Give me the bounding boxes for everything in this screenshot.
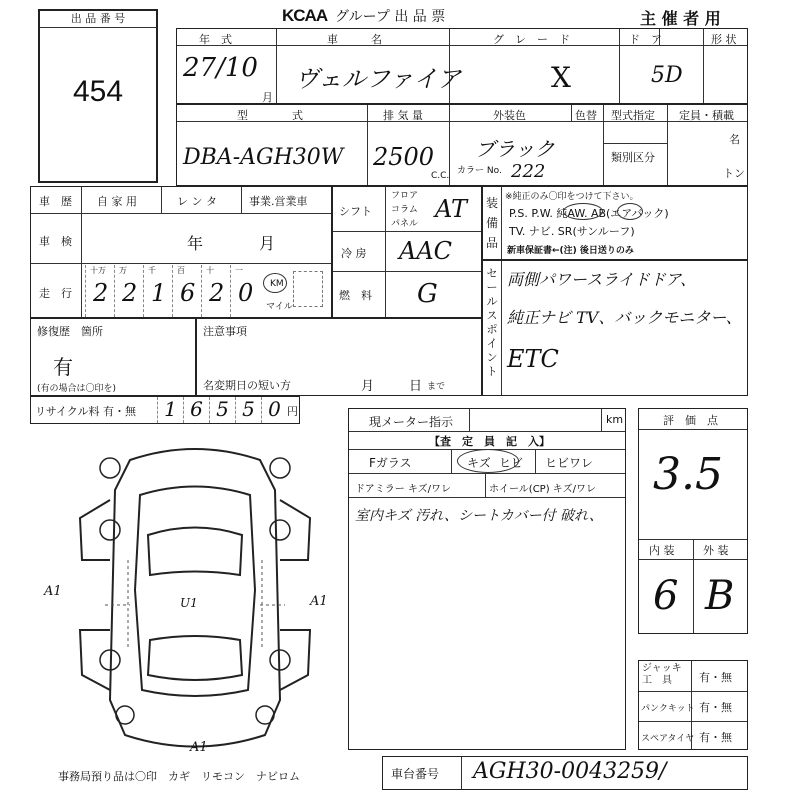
recycle-digit: 6 <box>183 397 209 423</box>
mileage-digit-cell <box>143 265 172 317</box>
shaken-year-unit: 年 <box>187 234 204 253</box>
form-title: グループ 出 品 票 <box>335 9 446 25</box>
inspection-block <box>348 408 626 750</box>
equipment-line-1: P.S. P.W. 純AW. AB(エアバック) <box>509 207 669 220</box>
shift-value: AT <box>435 195 468 223</box>
sales-point-label: セ ー ル ス ポ イ ン ト <box>486 267 498 378</box>
inspector-label: 【査 定 員 記 入】 <box>429 435 550 448</box>
deadline-label: 名変期日の短い方 <box>203 379 291 392</box>
damage-mark-left: A1 <box>44 584 62 599</box>
recycle-digit: 0 <box>261 397 287 423</box>
color-number-label: カラー No. <box>457 166 502 176</box>
shaken-label: 車 検 <box>39 235 72 248</box>
history-commercial[interactable]: 事業.営業車 <box>249 195 308 208</box>
mileage-digit-cell <box>230 265 259 317</box>
equipment-label: 装 備 品 <box>485 196 498 250</box>
meter-unit: km <box>606 413 624 426</box>
recycle-digit: 5 <box>235 397 261 423</box>
mileage-unit-label: 百 <box>177 266 185 275</box>
repair-block <box>30 318 196 396</box>
history-rental[interactable]: レ ン タ <box>177 195 217 208</box>
sales-line-1: 両側パワースライドドア、 <box>507 270 696 289</box>
mileage-digit: 0 <box>238 279 254 307</box>
repair-label: 修復歴 箇所 <box>37 325 103 338</box>
km-label: KM <box>270 279 284 289</box>
mileage-unit-label: 一 <box>235 266 243 275</box>
shaken-month-unit: 月 <box>259 234 276 253</box>
name-label: 車 名 <box>327 33 382 46</box>
lot-number-box <box>38 9 158 183</box>
glass-crack-circle <box>457 449 519 473</box>
wheel-label: ホイール(CP) キズ/ワレ <box>489 484 596 495</box>
notes-label: 注意事項 <box>203 325 247 338</box>
displacement-value: 2500 <box>373 143 435 171</box>
exterior-value: B <box>705 573 735 619</box>
host-use-label: 主 催 者 用 <box>640 9 721 28</box>
spare-yesno: 有・無 <box>699 731 732 744</box>
sales-line-3: ETC <box>507 345 559 373</box>
sales-line-2: 純正ナビ TV、バックモニター、 <box>507 308 742 327</box>
door-label: ド ア <box>629 33 662 46</box>
vehicle-row-2 <box>176 104 748 186</box>
recycle-label: リサイクル料 有・無 <box>35 405 136 418</box>
mileage-digit: 1 <box>151 279 167 307</box>
jack-yesno: 有・無 <box>699 671 732 684</box>
capacity-label: 定員・積載 <box>679 109 734 122</box>
mileage-digit: 2 <box>209 279 225 307</box>
glass-option-crack: ヒビ <box>499 456 524 470</box>
equipment-note: ※純正のみ〇印をつけて下さい。 <box>505 192 639 202</box>
score-value: 3.5 <box>653 449 723 500</box>
fuel-value: G <box>417 279 438 309</box>
fuel-label: 燃 料 <box>339 289 372 302</box>
puncture-yesno: 有・無 <box>699 701 732 714</box>
equipment-line-2: TV. ナビ. SR(サンルーフ) <box>509 225 635 238</box>
mileage-digit-cell <box>201 265 230 317</box>
mirror-label: ドアミラー キズ/ワレ <box>355 484 452 495</box>
chassis-label: 車台番号 <box>391 767 440 781</box>
damage-mark-roof: U1 <box>180 596 198 610</box>
recycle-digit: 1 <box>157 397 183 423</box>
mileage-digit-cell <box>114 265 143 317</box>
grade-value: X <box>551 61 571 94</box>
mile-label: マイル <box>266 302 293 312</box>
lot-number-label: 出 品 番 号 <box>40 11 156 28</box>
deadline-suffix: まで <box>427 382 446 392</box>
mileage-digit: 2 <box>122 279 138 307</box>
glass-option-scratch: キズ <box>467 456 491 470</box>
mileage-digit: 2 <box>93 279 109 307</box>
exterior-label: 外 装 <box>703 544 729 557</box>
recycle-digit: 5 <box>209 397 235 423</box>
equipment-line-3: 新車保証書←(注) 後日送りのみ <box>507 246 634 256</box>
color-number-value: 222 <box>511 161 546 182</box>
door-value: 5D <box>651 63 683 88</box>
lot-number-value: 454 <box>72 75 124 108</box>
mileage-unit-label: 十 <box>206 266 214 275</box>
shape-label: 形 状 <box>711 33 737 46</box>
capacity-unit-persons: 名 <box>729 133 740 146</box>
glass-label: Fガラス <box>369 456 412 470</box>
model-value: DBA-AGH30W <box>183 145 344 170</box>
shift-label: シフト <box>339 205 372 218</box>
history-label: 車 歴 <box>39 195 72 208</box>
year-label: 年 式 <box>199 33 232 46</box>
car-name-value: ヴェルファイア <box>295 65 461 93</box>
deadline-month: 月 <box>361 379 375 394</box>
shift-panel: パネル <box>391 219 419 229</box>
history-block <box>30 186 332 318</box>
jack-label: ジャッキ 工 具 <box>642 663 682 686</box>
glass-option-break: ヒビワレ <box>545 456 594 470</box>
shift-column: コラム <box>391 205 418 215</box>
mileage-unit-label: 万 <box>119 266 127 275</box>
km-circle <box>263 273 287 293</box>
displacement-unit: C.C. <box>431 171 450 181</box>
equipment-block <box>482 186 748 260</box>
notes-block <box>196 318 482 396</box>
mileage-digit-cell <box>85 265 114 317</box>
chassis-block <box>382 756 748 790</box>
year-value: 27/10 <box>183 53 258 83</box>
deadline-day: 日 <box>409 379 423 394</box>
class-label: 類別区分 <box>611 151 655 164</box>
mileage-digit-cell <box>172 265 201 317</box>
damage-mark-right: A1 <box>310 594 328 609</box>
mileage-unit-label: 十万 <box>90 266 106 275</box>
recycle-unit: 円 <box>287 405 298 418</box>
vehicle-row-1 <box>176 28 748 104</box>
office-note: 事務局預り品は〇印 カギ リモコン ナビロム <box>58 770 300 783</box>
mileage-unit-label: 千 <box>148 266 156 275</box>
spare-tire-label: スペアタイヤ <box>641 734 695 744</box>
tools-block <box>638 660 748 750</box>
exterior-color-label: 外装色 <box>493 109 526 122</box>
interior-label: 内 装 <box>649 544 675 557</box>
repair-note: (有の場合は〇印を) <box>37 384 117 394</box>
displacement-label: 排 気 量 <box>383 109 423 122</box>
sales-point-block <box>482 260 748 396</box>
ac-label: 冷 房 <box>341 247 367 260</box>
history-private[interactable]: 自 家 用 <box>97 195 137 208</box>
capacity-unit-tons: トン <box>723 167 745 180</box>
exterior-color-value: ブラック <box>475 137 555 161</box>
interior-value: 6 <box>653 573 679 619</box>
score-label: 評 価 点 <box>663 414 718 427</box>
year-month-unit: 月 <box>262 91 273 104</box>
mileage-label: 走 行 <box>39 287 72 300</box>
shift-floor: フロア <box>391 191 419 201</box>
ac-value: AAC <box>399 237 453 265</box>
meter-label: 現メーター指示 <box>369 415 454 429</box>
mileage-digit: 6 <box>180 279 196 307</box>
shift-block <box>332 186 482 318</box>
color-change-label: 色替 <box>575 109 597 122</box>
puncture-kit-label: パンクキット <box>641 704 695 714</box>
grade-label: グ レ ー ド <box>493 33 570 46</box>
inspection-comment: 室内キズ 汚れ、シートカバー付 破れ、 <box>355 508 603 524</box>
recycle-block <box>30 396 300 424</box>
score-block <box>638 408 748 634</box>
chassis-value: AGH30-0043259/ <box>473 759 667 784</box>
kcaa-logo: KCAA <box>282 6 328 25</box>
type-spec-label: 型式指定 <box>611 109 655 122</box>
model-label: 型 式 <box>237 109 303 122</box>
repair-value: 有 <box>53 355 73 379</box>
damage-mark-bottom: A1 <box>190 740 208 755</box>
